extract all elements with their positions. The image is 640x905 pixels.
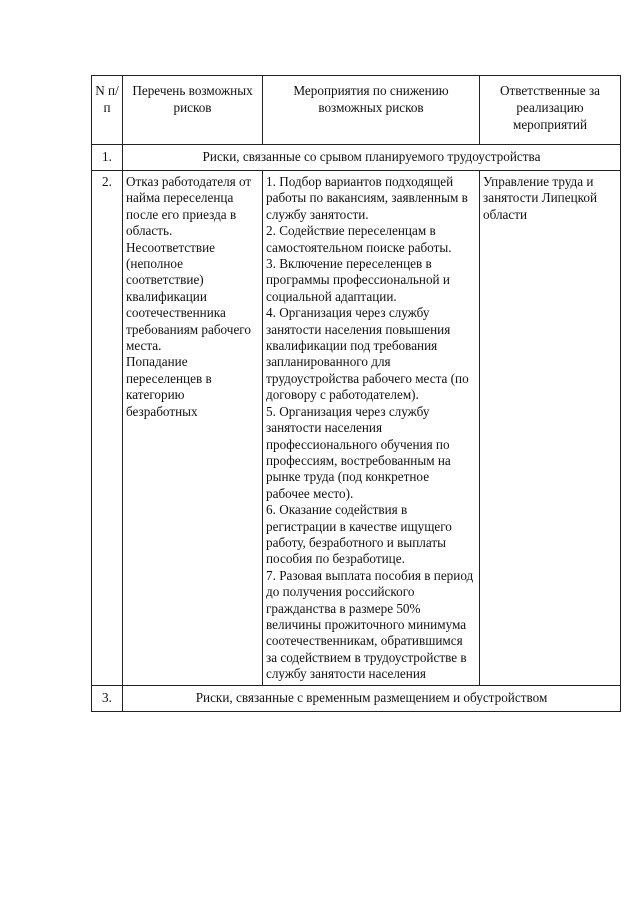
table-row (92, 171, 621, 686)
responsible-text: Управление труда и занятости Липецкой области (483, 174, 598, 222)
header-risks: Перечень возможных рисков (123, 76, 263, 145)
row-number: 2. (92, 171, 123, 686)
measure-item: 5. Организация через службу занятости населения профессионального обучения по профессиям, востребованным на рынке труда (под конкретное рабочее место). (266, 403, 451, 501)
risk-item: Несоответствие (неполное соответствие) квалификации соотечественника требованиям рабочего места. (126, 239, 251, 354)
row-number: 1. (92, 145, 123, 171)
risks-table (91, 75, 621, 712)
row-number: 3. (92, 685, 123, 711)
measures-cell (263, 171, 480, 686)
section-title: Риски, связанные со срывом планируемого трудоустройства (123, 145, 621, 171)
table-row (92, 685, 621, 711)
measure-item: 1. Подбор вариантов подходящей работы по вакансиям, заявленным в службу занятости. (266, 174, 468, 222)
risk-item: Отказ работодателя от найма переселенца после его приезда в область. (126, 174, 252, 239)
measure-item: 2. Содействие переселенцам в самостоятельном поиске работы. (266, 223, 452, 255)
header-responsible: Ответственные за реализацию мероприятий (480, 76, 621, 145)
table-header-row (92, 76, 621, 145)
measure-item: 4. Организация через службу занятости населения повышения квалификации под требования запланированного для трудоустройства рабочего места (по договору с работодателем). (266, 305, 469, 403)
measure-item: 7. Разовая выплата пособия в период до получения российского гражданства в размере 50% величины прожиточного минимума соотечественникам, обратившимся за содействием в трудоустройстве в службу занятости населения (266, 567, 474, 682)
responsible-cell (480, 171, 621, 686)
header-measures: Мероприятия по снижению возможных рисков (263, 76, 480, 145)
section-title: Риски, связанные с временным размещением и обустройством (123, 685, 621, 711)
header-num: N п/п (92, 76, 123, 145)
table-row (92, 145, 621, 171)
measure-item: 3. Включение переселенцев в программы профессиональной и социальной адаптации. (266, 256, 450, 304)
risk-item: Попадание переселенцев в категорию безработных (126, 354, 212, 419)
measure-item: 6. Оказание содействия в регистрации в качестве ищущего работу, безработного и выплаты пособия по безработице. (266, 502, 452, 567)
risks-cell (123, 171, 263, 686)
